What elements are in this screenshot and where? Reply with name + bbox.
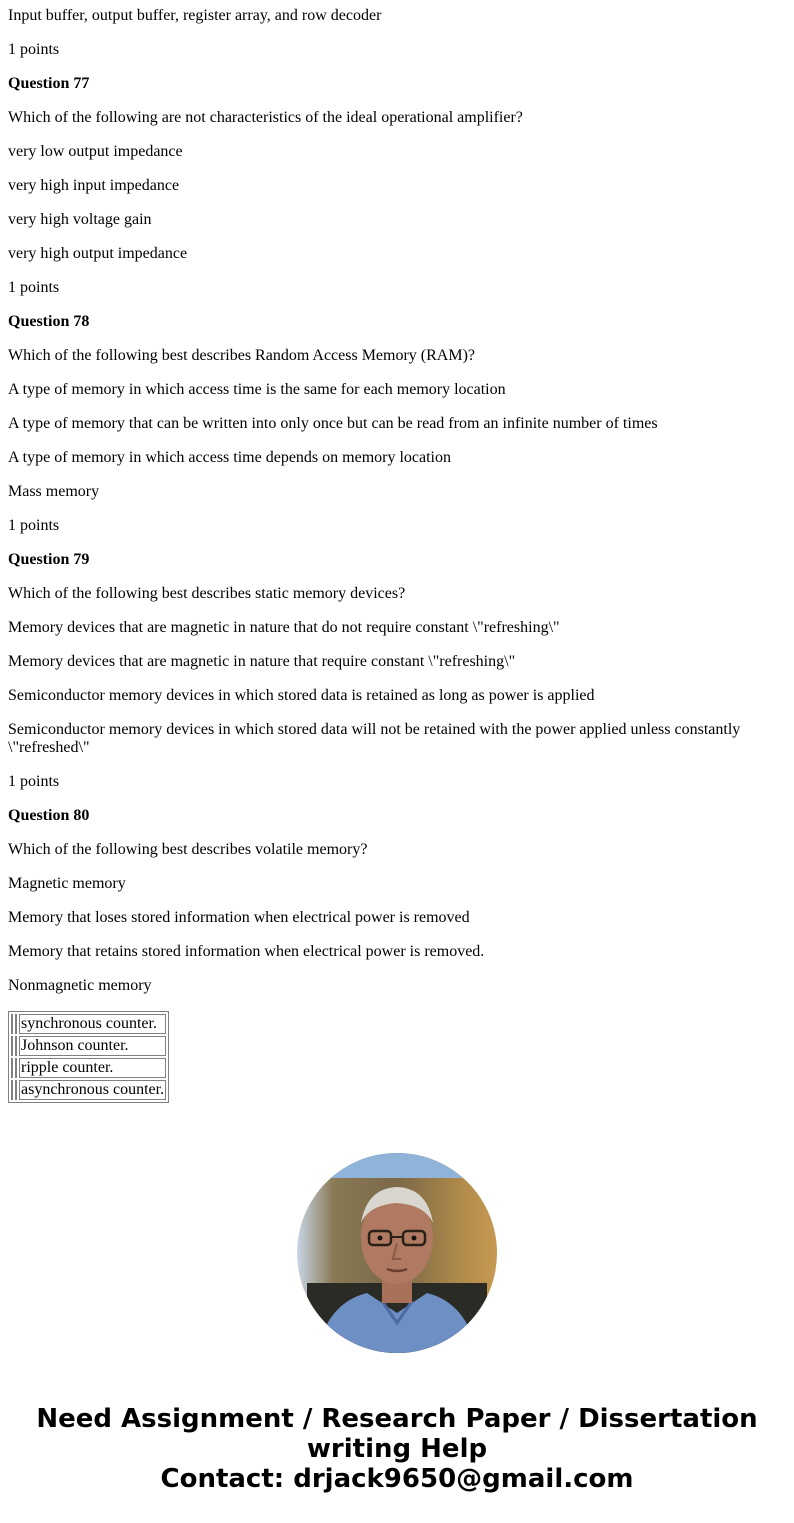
- author-avatar: [297, 1153, 497, 1353]
- counter-option: ripple counter.: [19, 1058, 166, 1078]
- question-77-option: very low output impedance: [8, 143, 183, 160]
- points-label: 1 points: [8, 517, 60, 534]
- table-row: [11, 1036, 166, 1056]
- points-label: 1 points: [8, 773, 60, 790]
- table-row: [11, 1080, 166, 1100]
- question-80-option: Nonmagnetic memory: [8, 977, 152, 994]
- promo-banner: [0, 1404, 794, 1494]
- counter-option: asynchronous counter.: [21, 1081, 165, 1098]
- points-label: 1 points: [8, 41, 60, 58]
- table-cell-empty: [15, 1058, 17, 1078]
- promo-line: writing Help: [306, 1434, 488, 1464]
- question-79-text: Which of the following best describes static memory devices?: [8, 585, 406, 602]
- counter-options-table: [8, 1011, 169, 1103]
- table-cell-empty: [11, 1058, 13, 1078]
- table-cell-empty: [11, 1014, 13, 1034]
- question-78-option: A type of memory in which access time depends on memory location: [8, 449, 451, 466]
- question-77-option: very high input impedance: [8, 177, 180, 194]
- table-cell-empty: [15, 1080, 17, 1100]
- table-cell-empty: [15, 1014, 17, 1034]
- question-79-option: Semiconductor memory devices in which stored data will not be retained with the power applied unless constantly \"refreshed\": [8, 721, 741, 756]
- question-79-option: Semiconductor memory devices in which stored data is retained as long as power is applied: [8, 687, 595, 704]
- question-79-option: Memory devices that are magnetic in nature that do not require constant \"refreshing\": [8, 619, 560, 636]
- question-78-option: A type of memory that can be written into only once but can be read from an infinite number of times: [8, 415, 658, 432]
- person-portrait-image: [297, 1153, 497, 1353]
- question-80-title: Question 80: [8, 807, 90, 824]
- table-row: [11, 1058, 166, 1078]
- promo-contact: Contact: drjack9650@gmail.com: [160, 1464, 634, 1494]
- question-79-option: Memory devices that are magnetic in nature that require constant \"refreshing\": [8, 653, 516, 670]
- question-80-text: Which of the following best describes volatile memory?: [8, 841, 368, 858]
- promo-line: Need Assignment / Research Paper / Dissertation: [36, 1404, 758, 1434]
- question-77-option: very high output impedance: [8, 245, 188, 262]
- question-80-option: Memory that retains stored information when electrical power is removed.: [8, 943, 485, 960]
- question-78-title: Question 78: [8, 313, 90, 330]
- question-78-option: Mass memory: [8, 483, 100, 500]
- table-cell-empty: [15, 1036, 17, 1056]
- question-78-text: Which of the following best describes Random Access Memory (RAM)?: [8, 347, 476, 364]
- question-77-option: very high voltage gain: [8, 211, 152, 228]
- question-78-option: A type of memory in which access time is the same for each memory location: [8, 381, 506, 398]
- question-77-title: Question 77: [8, 75, 90, 92]
- counter-option: synchronous counter.: [19, 1014, 166, 1034]
- question-79-title: Question 79: [8, 551, 90, 568]
- question-77-text: Which of the following are not characteristics of the ideal operational amplifier?: [8, 109, 523, 126]
- points-label: 1 points: [8, 279, 60, 296]
- previous-answer-text: Input buffer, output buffer, register array, and row decoder: [8, 7, 382, 24]
- table-row: [11, 1014, 166, 1034]
- table-cell-empty: [11, 1080, 13, 1100]
- question-80-option: Memory that loses stored information when electrical power is removed: [8, 909, 470, 926]
- question-80-option: Magnetic memory: [8, 875, 126, 892]
- table-cell-empty: [11, 1036, 13, 1056]
- counter-option: Johnson counter.: [19, 1036, 166, 1056]
